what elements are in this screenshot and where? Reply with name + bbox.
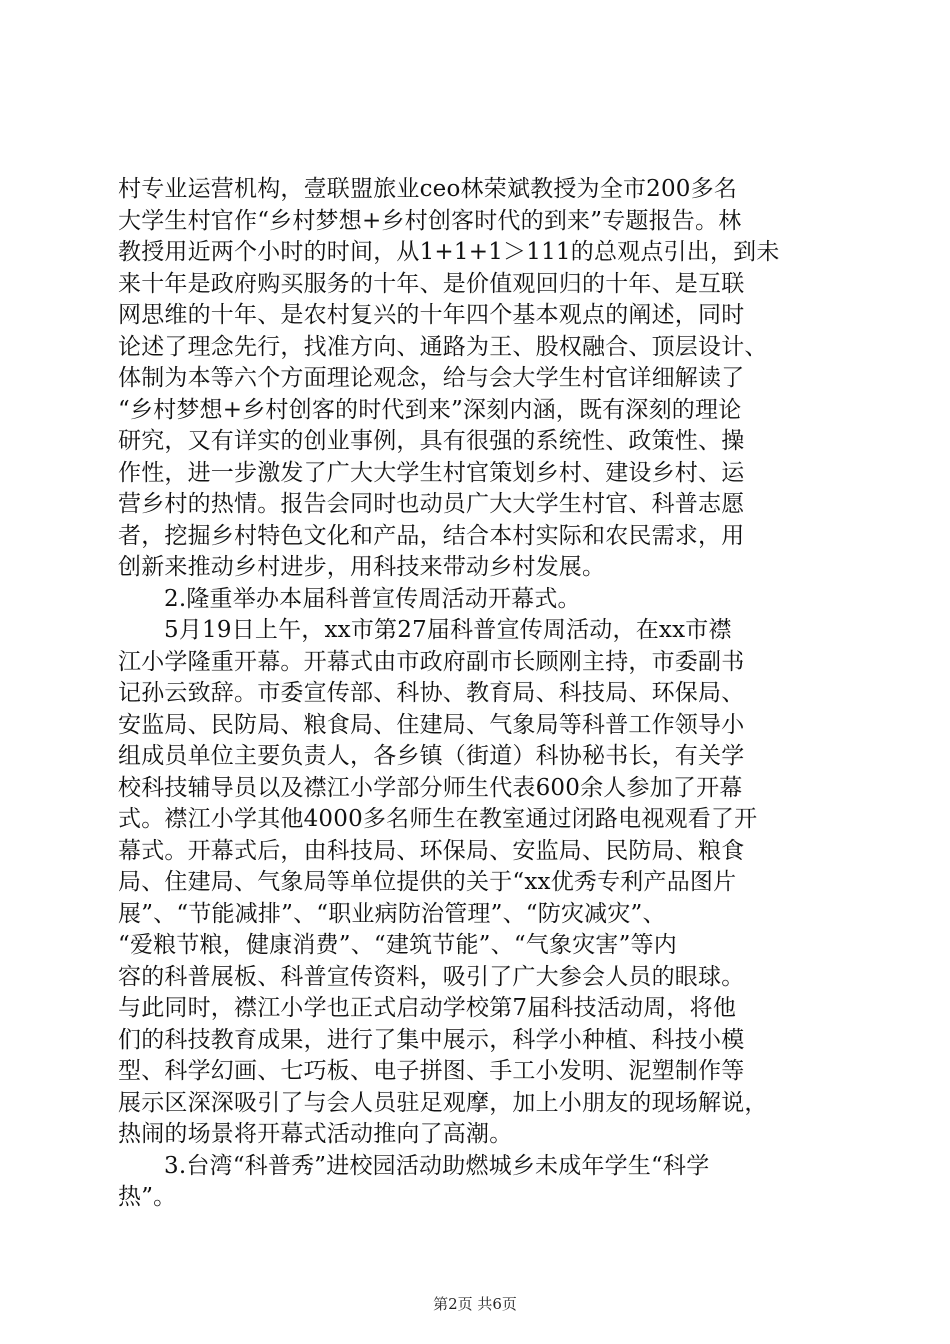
text-line: 研究，又有详实的创业事例，具有很强的系统性、政策性、操 [118, 428, 745, 454]
text-line: 展”、“节能减排”、“职业病防治管理”、“防灾减灾”、 [118, 900, 666, 927]
text-line: 者，挖掘乡村特色文化和产品，结合本村实际和农民需求，用 [118, 522, 745, 549]
text-line: 江小学隆重开幕。开幕式由市政府副市长顾刚主持，市委副书 [118, 648, 745, 675]
text-line: 论述了理念先行，找准方向、通路为王、股权融合、顶层设计、 [118, 333, 768, 360]
text-line: 大学生村官作“乡村梦想+乡村创客时代的到来”专题报告。林 [118, 207, 742, 234]
text-line: 展示区深深吸引了与会人员驻足观摩，加上小朋友的现场解说， [118, 1089, 768, 1116]
text-line: 网思维的十年、是农村复兴的十年四个基本观点的阐述，同时 [118, 302, 745, 328]
text-line: 安监局、民防局、粮食局、住建局、气象局等科普工作领导小 [118, 711, 745, 738]
text-line: 来十年是政府购买服务的十年、是价值观回归的十年、是互联 [118, 270, 745, 297]
text-line: “爱粮节粮，健康消费”、“建筑节能”、“气象灾害”等内 [118, 932, 677, 958]
body-text [118, 174, 834, 1214]
text-line: 们的科技教育成果，进行了集中展示，科学小种植、科技小模 [118, 1026, 745, 1053]
text-line: 与此同时，襟江小学也正式启动学校第7届科技活动周，将他 [118, 995, 737, 1021]
text-line: 记孙云致辞。市委宣传部、科协、教育局、科技局、环保局、 [118, 680, 745, 706]
text-line: 校科技辅导员以及襟江小学部分师生代表600余人参加了开幕 [118, 774, 743, 801]
text-line: 式。襟江小学其他4000多名师生在教室通过闭路电视观看了开 [118, 806, 758, 832]
text-line: 幕式。开幕式后，由科技局、环保局、安监局、民防局、粮食 [118, 837, 745, 864]
text-line: 营乡村的热情。报告会同时也动员广大大学生村官、科普志愿 [118, 491, 745, 517]
text-line: 热闹的场景将开幕式活动推向了高潮。 [118, 1121, 513, 1147]
text-line: 体制为本等六个方面理论观念，给与会大学生村官详细解读了 [118, 365, 745, 391]
text-line: 教授用近两个小时的时间，从1+1+1＞111的总观点引出，到未 [118, 239, 780, 265]
text-line: 热”。 [118, 1184, 177, 1210]
section-heading: 2.隆重举办本届科普宣传周活动开幕式。 [164, 585, 581, 612]
text-line: 创新来推动乡村进步，用科技来带动乡村发展。 [118, 554, 606, 580]
page-number-footer: 第2页 共6页 [433, 1295, 517, 1313]
text-line: 村专业运营机构，壹联盟旅业ceo林荣斌教授为全市200多名 [118, 176, 738, 202]
text-line: 容的科普展板、科普宣传资料，吸引了广大参会人员的眼球。 [118, 963, 745, 990]
text-line: 组成员单位主要负责人，各乡镇（街道）科协秘书长，有关学 [118, 743, 745, 769]
text-line: 5月19日上午，xx市第27届科普宣传周活动，在xx市襟 [164, 617, 732, 643]
text-line: 作性，进一步激发了广大大学生村官策划乡村、建设乡村、运 [118, 459, 745, 486]
section-heading: 3.台湾“科普秀”进校园活动助燃城乡未成年学生“科学 [164, 1152, 710, 1179]
text-line: 型、科学幻画、七巧板、电子拼图、手工小发明、泥塑制作等 [118, 1058, 745, 1084]
text-line: “乡村梦想+乡村创客的时代到来”深刻内涵，既有深刻的理论 [118, 396, 742, 423]
text-line: 局、住建局、气象局等单位提供的关于“xx优秀专利产品图片 [118, 869, 737, 895]
